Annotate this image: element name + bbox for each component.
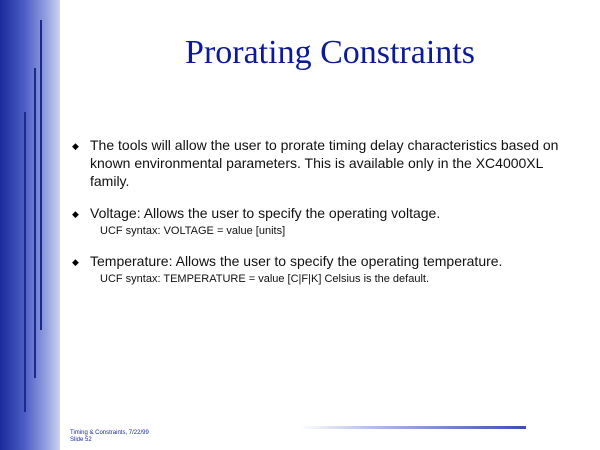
sidebar-line [24,112,26,412]
bullet-list [72,136,572,300]
bullet-text: Voltage: Allows the user to specify the operating voltage. [90,205,441,221]
diamond-bullet-icon: ◆ [72,209,79,219]
ucf-syntax-temperature: UCF syntax: TEMPERATURE = value [C|F|K] Celsius is the default. [100,273,429,285]
bullet-item-temperature [72,252,572,286]
diamond-bullet-icon: ◆ [72,257,79,267]
diamond-bullet-icon: ◆ [72,141,79,151]
ucf-syntax-voltage: UCF syntax: VOLTAGE = value [units] [100,225,286,237]
sidebar-decoration [0,0,60,450]
slide-title: Prorating Constraints [185,34,475,71]
bullet-item-prorate [72,136,572,190]
bullet-text: Temperature: Allows the user to specify the operating temperature. [90,253,503,269]
sidebar-line [34,68,36,378]
sidebar-line [40,20,42,330]
footer-rule [300,426,526,429]
footer-slide-number: Slide 52 [70,437,92,443]
footer-course-date: Timing & Constraints, 7/22/99 [70,430,149,436]
slide-footer [70,430,149,444]
bullet-text: The tools will allow the user to prorate timing delay characteristics based on known environmental parameters. This is available only in the XC4000XL family. [90,137,559,189]
bullet-item-voltage [72,204,572,238]
